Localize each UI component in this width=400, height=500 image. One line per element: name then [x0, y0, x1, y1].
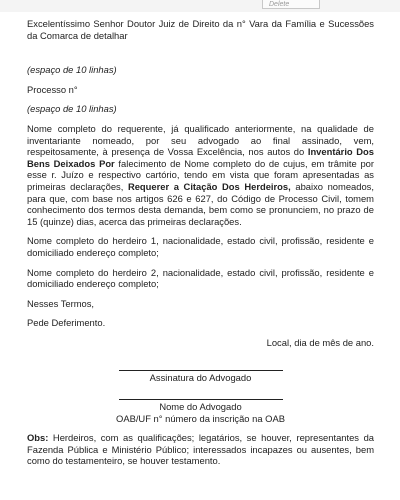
spacing-note: (espaço de 10 linhas): [27, 64, 117, 76]
lawyer-name: Nome do Advogado: [159, 401, 242, 413]
petition-body: [27, 123, 374, 227]
lawyer-oab: OAB/UF n° número da inscrição na OAB: [116, 412, 285, 424]
body-text: falecimento de Nome completo do de cujus, em trâmite por esse r. Juízo e respectivo cartório, tendo em vista que foram apresentadas as primeiras declarações,: [27, 157, 374, 192]
footnote-label: Obs:: [27, 432, 49, 444]
body-text: Nome completo do requerente, já qualificado anteriormente, na qualidade de inventariante nomeado, por seu advogado ao final assinado, vem, respeitosamente, à presença de Vossa Excelência, nos autos do: [27, 122, 374, 158]
body-emphasis: Requerer a Citação Dos Herdeiros,: [127, 180, 291, 192]
place-date: Local, dia de mês de ano.: [266, 336, 374, 348]
process-number: Processo n°: [27, 83, 78, 95]
body-emphasis: Inventário Dos Bens Deixados Por: [27, 146, 374, 169]
heir-paragraph: Nome completo do herdeiro 1, nacionalidade, estado civil, profissão, residente e domiciliado endereço completo;: [27, 235, 374, 258]
petition-content: [27, 18, 374, 467]
body-text: abaixo nomeados, para que, com base nos artigos 626 e 627, do Código de Processo Civil, tomem conhecimento dos termos desta demanda, bem como se pronunciem, no prazo de 15 (quinze) dias, acerca das primeiras declarações.: [27, 180, 374, 227]
footnote-text: Herdeiros, com as qualificações; legatários, se houver, representantes da Fazenda Pública e Ministério Público; interessados incapazes ou ausentes, bem como do testamenteiro, se houver testamento.: [27, 432, 374, 467]
heir-paragraph: Nome completo do herdeiro 2, nacionalidade, estado civil, profissão, residente e domiciliado endereço completo;: [27, 266, 374, 290]
closing-request: Pede Deferimento.: [27, 317, 106, 329]
petition-header: Excelentíssimo Senhor Doutor Juiz de Direito da n° Vara da Família e Sucessões da Comarca de detalhar: [27, 18, 374, 41]
signature-label: Assinatura do Advogado: [149, 372, 252, 384]
delete-button[interactable]: Delete: [262, 0, 320, 9]
footnote: [27, 432, 374, 467]
signature-line: [119, 370, 283, 371]
closing-terms: Nesses Termos,: [27, 297, 95, 309]
name-line: [119, 399, 283, 400]
top-toolbar-strip: [0, 0, 400, 12]
spacing-note: (espaço de 10 linhas): [27, 103, 117, 115]
